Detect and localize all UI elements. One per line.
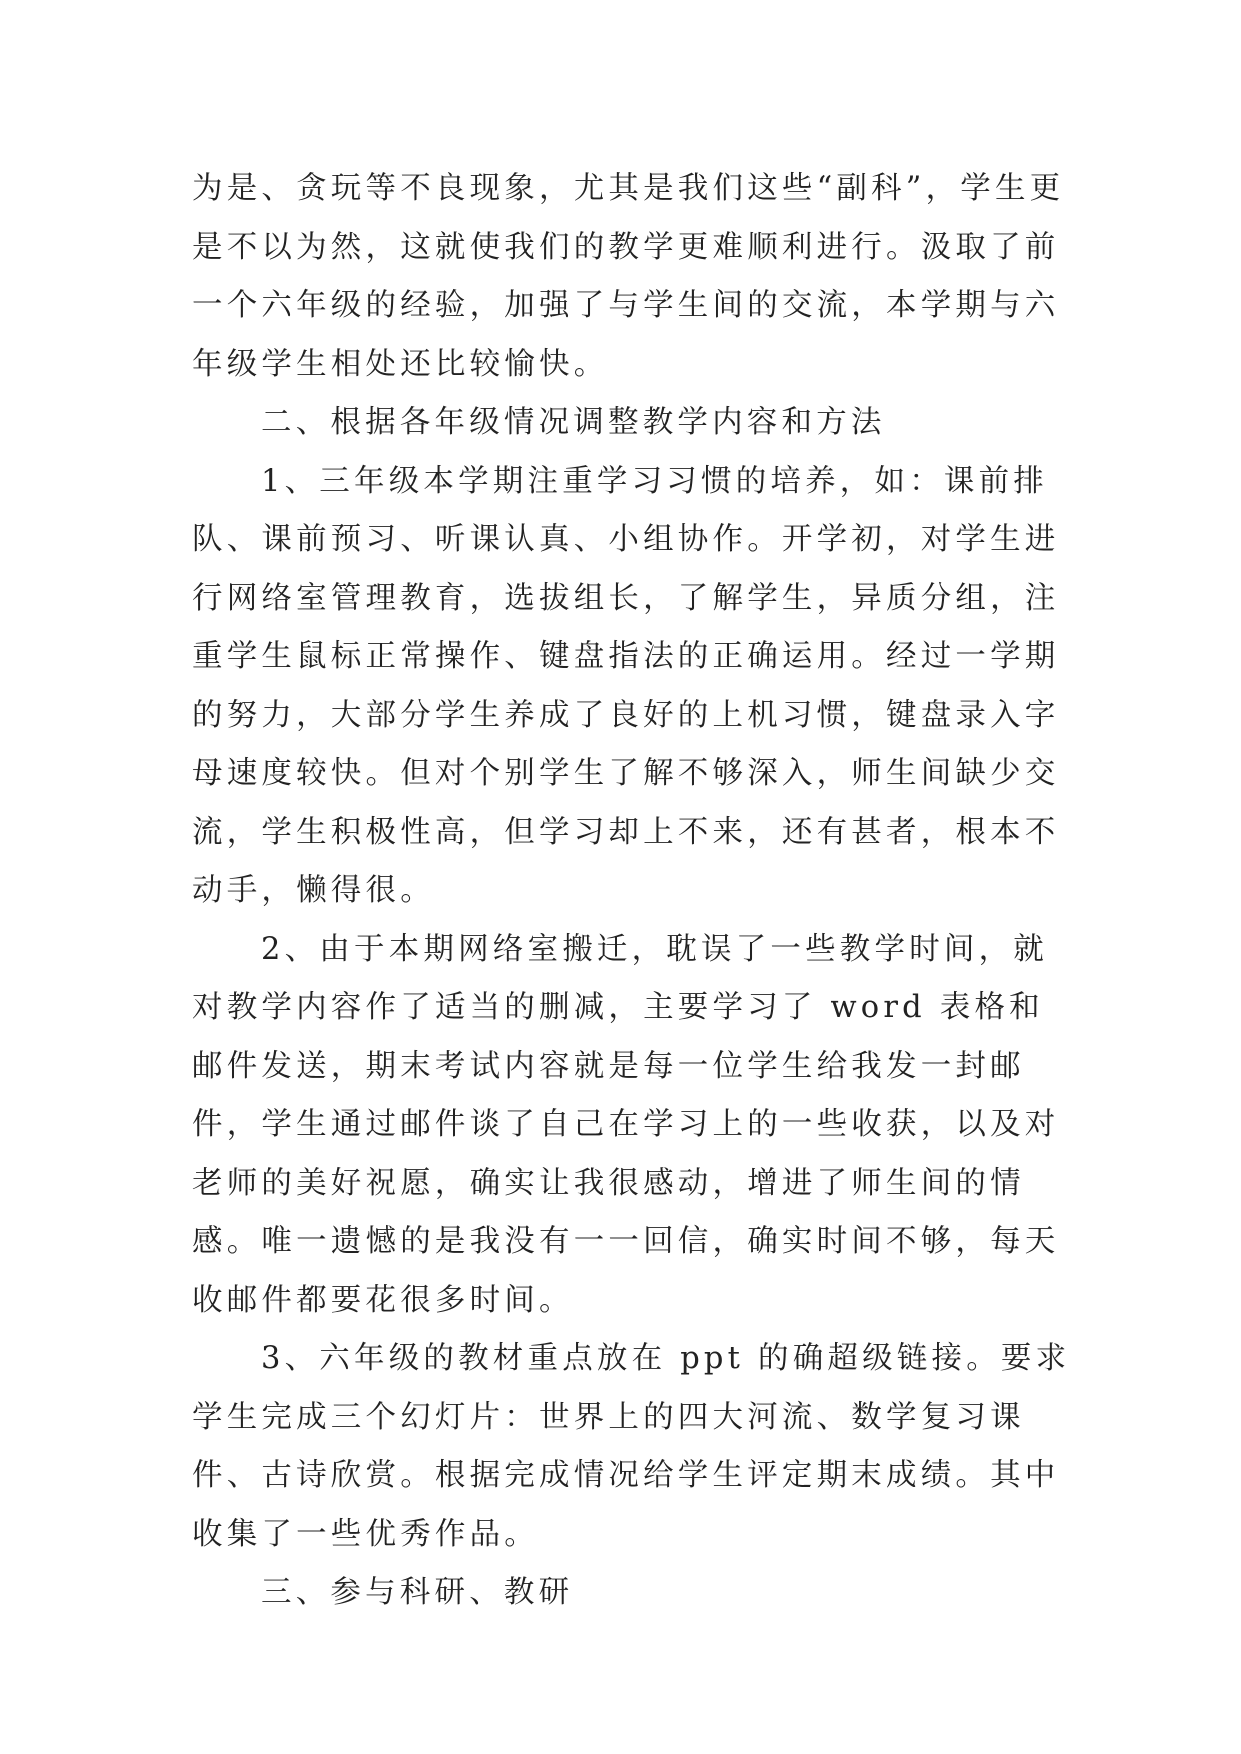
document-body [192,160,1072,1623]
section-heading-three: 三、参与科研、教研 [261,1575,574,1610]
paragraph-grade-three: 1、三年级本学期注重学习习惯的培养，如：课前排队、课前预习、听课认真、小组协作。开学初，对学生进行网络室管理教育，选拔组长，了解学生，异质分组，注重学生鼠标正常操作、键盘指法的正确运用。经过一学期的努力，大部分学生养成了良好的上机习惯，键盘录入字母速度较快。但对个别学生了解不够深入，师生间缺少交流，学生积极性高，但学习却上不来，还有甚者，根本不动手，懒得很。 [192,463,1060,908]
paragraph-grade-six: 3、六年级的教材重点放在 ppt 的确超级链接。要求学生完成三个幻灯片：世界上的四大河流、数学复习课件、古诗欣赏。根据完成情况给学生评定期末成绩。其中收集了一些优秀作品。 [192,1341,1071,1552]
paragraph-network-room: 2、由于本期网络室搬迁，耽误了一些教学时间，就对教学内容作了适当的删减，主要学习了 word 表格和邮件发送，期末考试内容就是每一位学生给我发一封邮件，学生通过邮件谈了自己在学习上的一些收获，以及对老师的美好祝愿，确实让我很感动，增进了师生间的情感。唯一遗憾的是我没有一一回信，确实时间不够，每天收邮件都要花很多时间。 [192,931,1060,1318]
paragraph-continuation: 为是、贪玩等不良现象，尤其是我们这些“副科”，学生更是不以为然，这就使我们的教学更难顺利进行。汲取了前一个六年级的经验，加强了与学生间的交流，本学期与六年级学生相处还比较愉快。 [192,171,1065,382]
section-heading-two: 二、根据各年级情况调整教学内容和方法 [261,405,886,440]
